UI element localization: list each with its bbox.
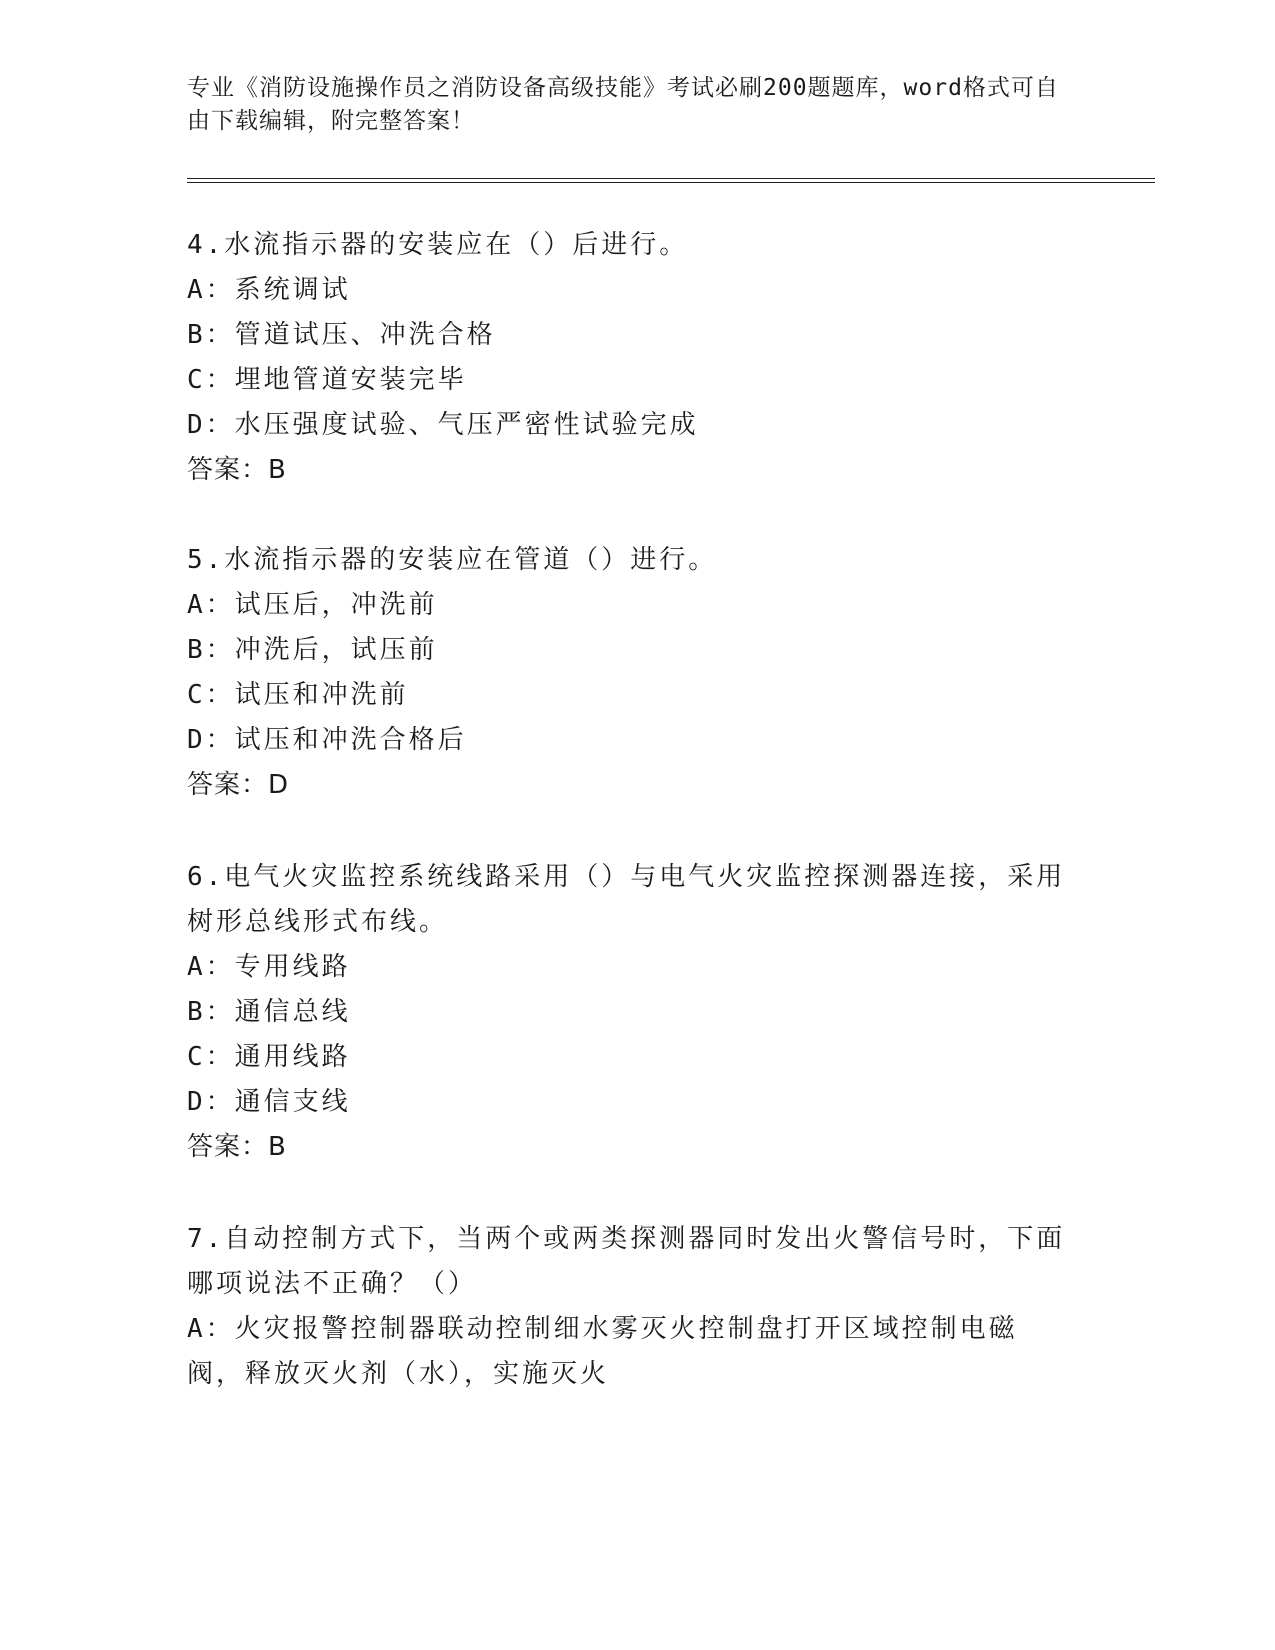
question-block	[187, 855, 1067, 1170]
option-a: A：系统调试	[187, 275, 351, 305]
question-block	[187, 223, 1067, 493]
option-a: A：专用线路	[187, 952, 351, 982]
header-divider-top	[187, 178, 1155, 179]
option-c: C：埋地管道安装完毕	[187, 365, 467, 395]
option-b: B：通信总线	[187, 997, 351, 1027]
question-block	[187, 1217, 1067, 1397]
option-d: D：试压和冲洗合格后	[187, 725, 467, 755]
question-stem: 4.水流指示器的安装应在（）后进行。	[187, 230, 689, 260]
header-divider-bottom	[187, 182, 1155, 183]
option-c: C：试压和冲洗前	[187, 680, 409, 710]
document-header: 专业《消防设施操作员之消防设备高级技能》考试必刷200题题库，word格式可自由下载编辑，附完整答案！	[187, 75, 1059, 134]
option-b: B：冲洗后，试压前	[187, 635, 438, 665]
option-b: B：管道试压、冲洗合格	[187, 320, 496, 350]
option-a: A：火灾报警控制器联动控制细水雾灭火控制盘打开区域控制电磁阀，释放灭火剂（水），实施灭火	[187, 1314, 1018, 1389]
answer-line: 答案：D	[187, 770, 290, 800]
question-stem: 5.水流指示器的安装应在管道（）进行。	[187, 545, 718, 575]
question-stem: 7.自动控制方式下，当两个或两类探测器同时发出火警信号时，下面哪项说法不正确？（）	[187, 1224, 1066, 1299]
option-d: D：水压强度试验、气压严密性试验完成	[187, 410, 699, 440]
answer-line: 答案：B	[187, 455, 287, 485]
option-c: C：通用线路	[187, 1042, 351, 1072]
question-block	[187, 538, 1067, 808]
option-a: A：试压后，冲洗前	[187, 590, 438, 620]
answer-line: 答案：B	[187, 1132, 287, 1162]
question-stem: 6.电气火灾监控系统线路采用（）与电气火灾监控探测器连接，采用树形总线形式布线。	[187, 862, 1066, 937]
option-d: D：通信支线	[187, 1087, 351, 1117]
